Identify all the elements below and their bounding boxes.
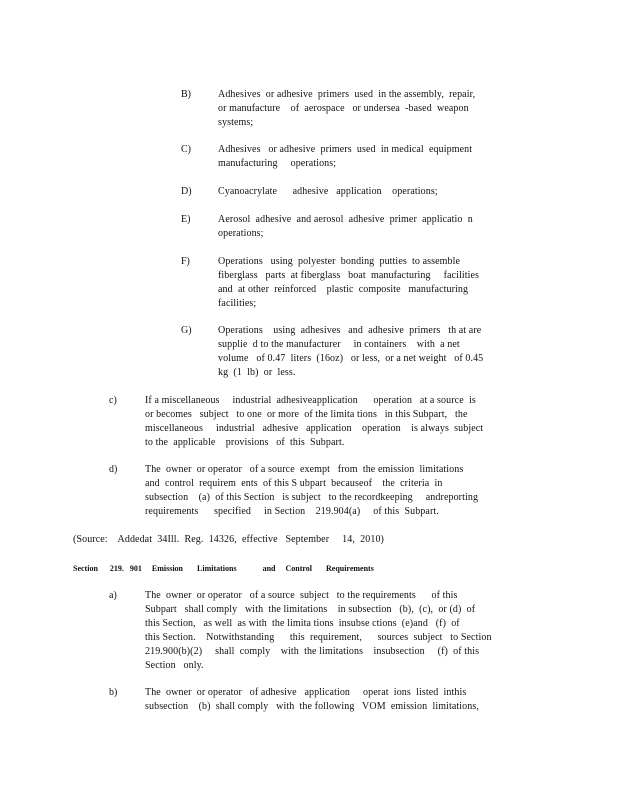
subitem-line: Cyanoacrylate adhesive application operations; [218, 186, 438, 197]
paragraph-line: or becomes subject to one or more of the limita tions in this Subpart, the [145, 409, 468, 420]
subitem-line: facilities; [218, 298, 257, 309]
subitem-line: Adhesives or adhesive primers used in medical equipment [218, 144, 473, 155]
paragraph-line: The owner or operator of a source subject to the requirements of this [145, 590, 458, 601]
subitem-line: Operations using polyester bonding putties to assemble [218, 256, 461, 267]
subitem-line: manufacturing operations; [218, 158, 337, 169]
paragraph-label: d) [109, 464, 118, 475]
subitem-line: Aerosol adhesive and aerosol adhesive primer applicatio n [218, 214, 473, 225]
paragraph-line: this Section, as well as with the limita tions insubse ctions (e)and (f) of [145, 618, 460, 629]
subitem-line: kg (1 lb) or less. [218, 367, 296, 378]
paragraph-label: b) [109, 687, 118, 698]
paragraph-label: c) [109, 395, 117, 406]
paragraph-line: 219.900(b)(2) shall comply with the limitations insubsection (f) of this [145, 646, 480, 657]
paragraph-line: The owner or operator of adhesive application operat ions listed inthis [145, 687, 467, 698]
paragraph-label: a) [109, 590, 117, 601]
paragraph-line: If a miscellaneous industrial adhesiveapplication operation at a source is [145, 395, 476, 406]
subitem-line: or manufacture of aerospace or undersea -based weapon [218, 103, 469, 114]
subitem-line: systems; [218, 117, 254, 128]
paragraph-line: miscellaneous industrial adhesive application operation is always subject [145, 423, 484, 434]
paragraph-line: to the applicable provisions of this Subpart. [145, 437, 345, 448]
source-note: (Source: Addedat 34Ill. Reg. 14326, effective September 14, 2010) [73, 534, 384, 545]
subitem-label: C) [181, 144, 191, 155]
subitem-line: fiberglass parts at fiberglass boat manufacturing facilities [218, 270, 480, 281]
subitem-line: and at other reinforced plastic composite manufacturing [218, 284, 469, 295]
subitem-line: volume of 0.47 liters (16oz) or less, or a net weight of 0.45 [218, 353, 484, 364]
subitem-label: D) [181, 186, 192, 197]
subitem-line: Operations using adhesives and adhesive primers th at are [218, 325, 482, 336]
paragraph-line: Subpart shall comply with the limitations in subsection (b), (c), or (d) of [145, 604, 476, 615]
paragraph-line: this Section. Notwithstanding this requirement, sources subject to Section [145, 632, 492, 643]
paragraph-line: subsection (a) of this Section is subject to the recordkeeping andreporting [145, 492, 479, 503]
subitem-line: Adhesives or adhesive primers used in the assembly, repair, [218, 89, 476, 100]
subitem-line: operations; [218, 228, 264, 239]
subitem-line: supplie d to the manufacturer in containers with a net [218, 339, 460, 350]
paragraph-line: Section only. [145, 660, 204, 671]
paragraph-line: The owner or operator of a source exempt from the emission limitations [145, 464, 464, 475]
paragraph-line: and control requirem ents of this S ubpart becauseof the criteria in [145, 478, 443, 489]
subitem-label: B) [181, 89, 191, 100]
section-heading: Section 219. 901 Emission Limitations and Control Requirements [73, 564, 374, 573]
subitem-label: E) [181, 214, 191, 225]
paragraph-line: subsection (b) shall comply with the following VOM emission limitations, [145, 701, 479, 712]
paragraph-line: requirements specified in Section 219.904(a) of this Subpart. [145, 506, 439, 517]
subitem-label: F) [181, 256, 190, 267]
subitem-label: G) [181, 325, 192, 336]
